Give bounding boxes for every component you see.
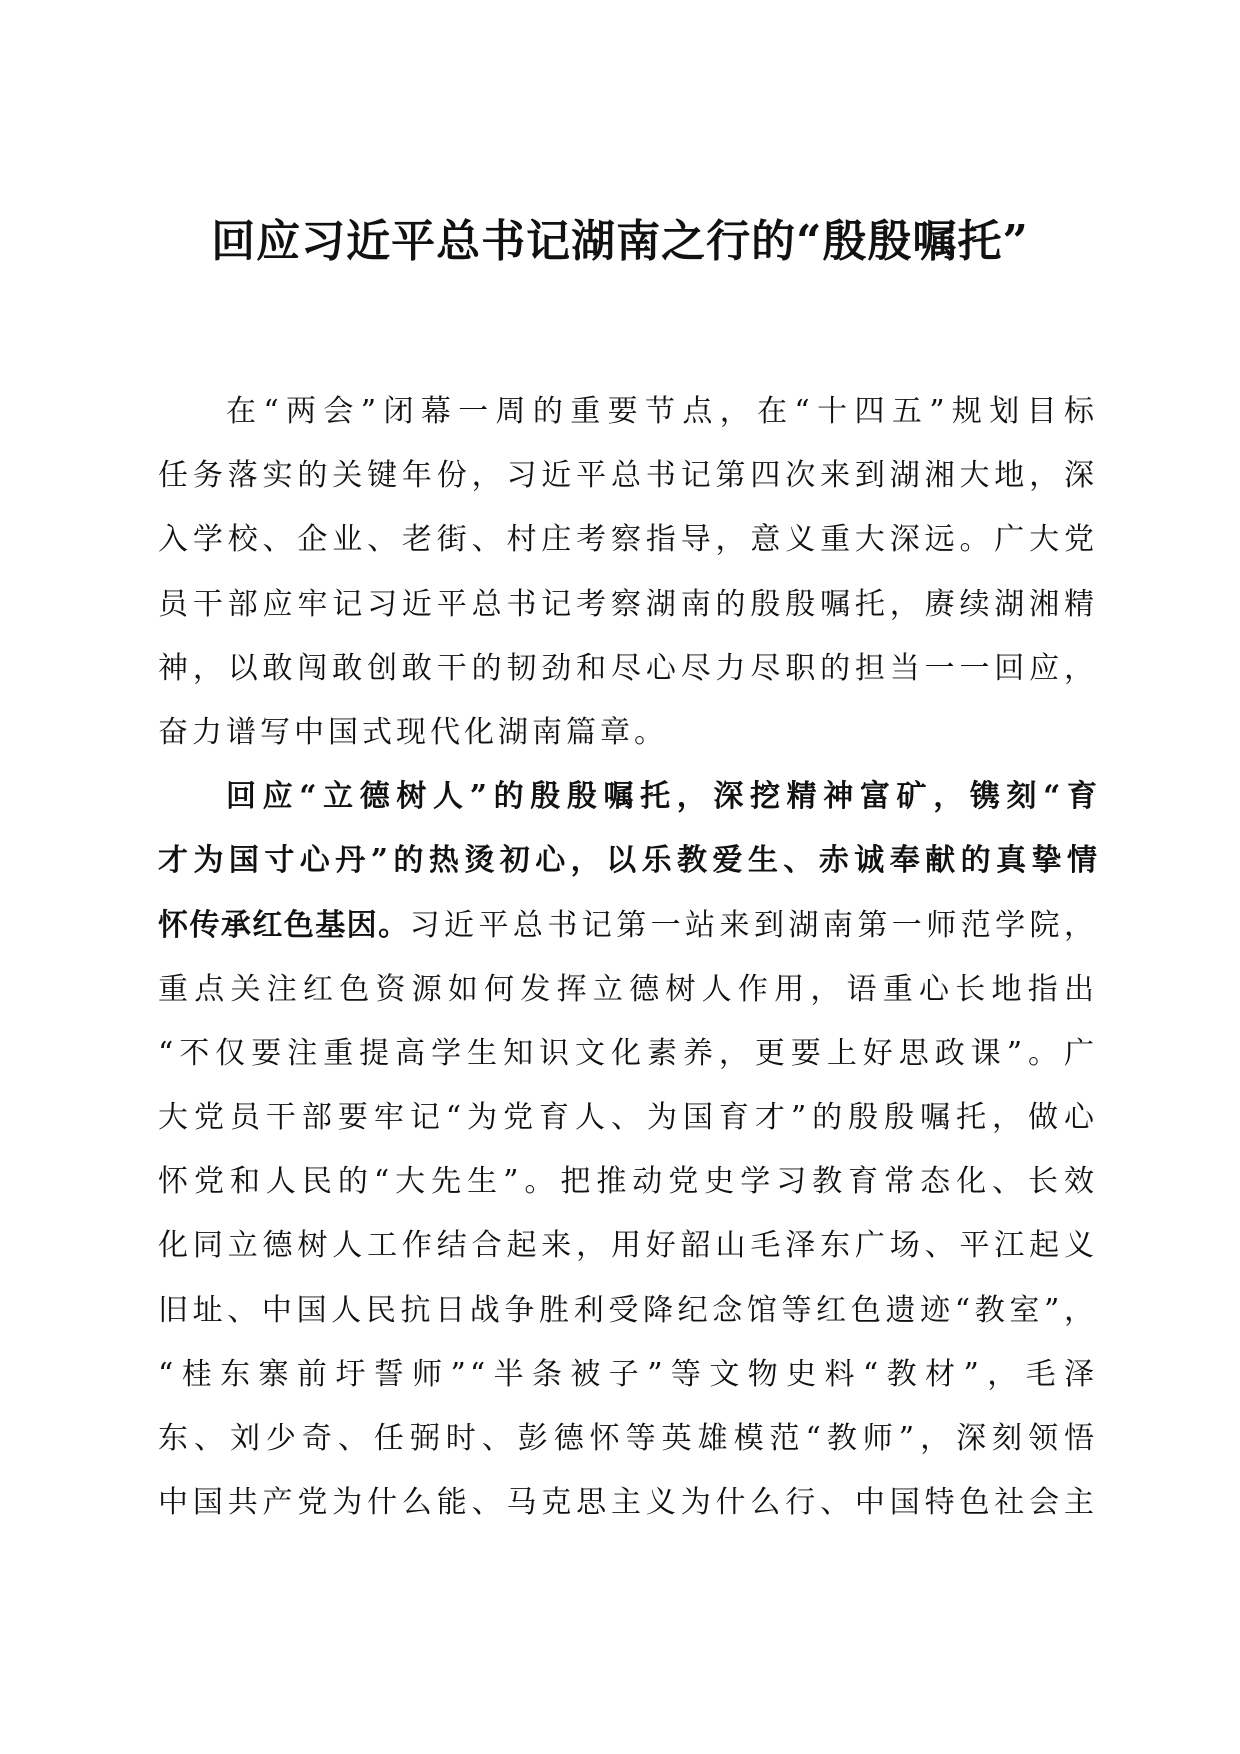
paragraph-line: 入学校、企业、老街、村庄考察指导，意义重大深远。广大党	[158, 522, 1098, 558]
paragraph-line: “桂东寨前圩誓师”“半条被子”等文物史料“教材”，毛泽	[158, 1356, 1098, 1392]
paragraph-line: 在“两会”闭幕一周的重要节点，在“十四五”规划目标	[226, 394, 1098, 429]
paragraph-text-fragment: 习近平总书记第一站来到湖南第一师范学院，	[409, 907, 1099, 943]
paragraph-line: 重点关注红色资源如何发挥立德树人作用，语重心长地指出	[158, 971, 1098, 1007]
paragraph-line: 任务落实的关键年份，习近平总书记第四次来到湖湘大地，深	[158, 458, 1098, 494]
paragraph-line: 神，以敢闯敢创敢干的韧劲和尽心尽力尽职的担当一一回应，	[158, 650, 1098, 686]
paragraph-line: 怀党和人民的“大先生”。把推动党史学习教育常态化、长效	[158, 1164, 1098, 1200]
paragraph-line: 奋力谱写中国式现代化湖南篇章。	[158, 714, 668, 750]
paragraph-line: 员干部应牢记习近平总书记考察湖南的殷殷嘱托，赓续湖湘精	[158, 586, 1098, 622]
paragraph-line: 大党员干部要牢记“为党育人、为国育才”的殷殷嘱托，做心	[158, 1100, 1098, 1136]
paragraph-heading-line: 回应“立德树人”的殷殷嘱托，深挖精神富矿，镌刻“育	[226, 779, 1098, 815]
document-title: 回应习近平总书记湖南之行的“殷殷嘱托”	[211, 216, 1029, 267]
document-body	[158, 380, 1098, 1535]
paragraph-heading-fragment: 怀传承红色基因。	[158, 907, 410, 943]
paragraph-line: 化同立德树人工作结合起来，用好韶山毛泽东广场、平江起义	[158, 1228, 1098, 1264]
paragraph-mixed-line	[158, 894, 1098, 958]
paragraph-line: 中国共产党为什么能、马克思主义为什么行、中国特色社会主	[158, 1485, 1098, 1521]
paragraph-line: “不仅要注重提高学生知识文化素养，更要上好思政课”。广	[158, 1035, 1098, 1071]
paragraph-2	[158, 765, 1098, 1535]
paragraph-line: 旧址、中国人民抗日战争胜利受降纪念馆等红色遗迹“教室”，	[158, 1292, 1098, 1328]
paragraph-line: 东、刘少奇、任弼时、彭德怀等英雄模范“教师”，深刻领悟	[158, 1421, 1098, 1456]
paragraph-1	[158, 380, 1098, 765]
paragraph-heading-line: 才为国寸心丹”的热烫初心，以乐教爱生、赤诚奉献的真挚情	[158, 843, 1098, 879]
